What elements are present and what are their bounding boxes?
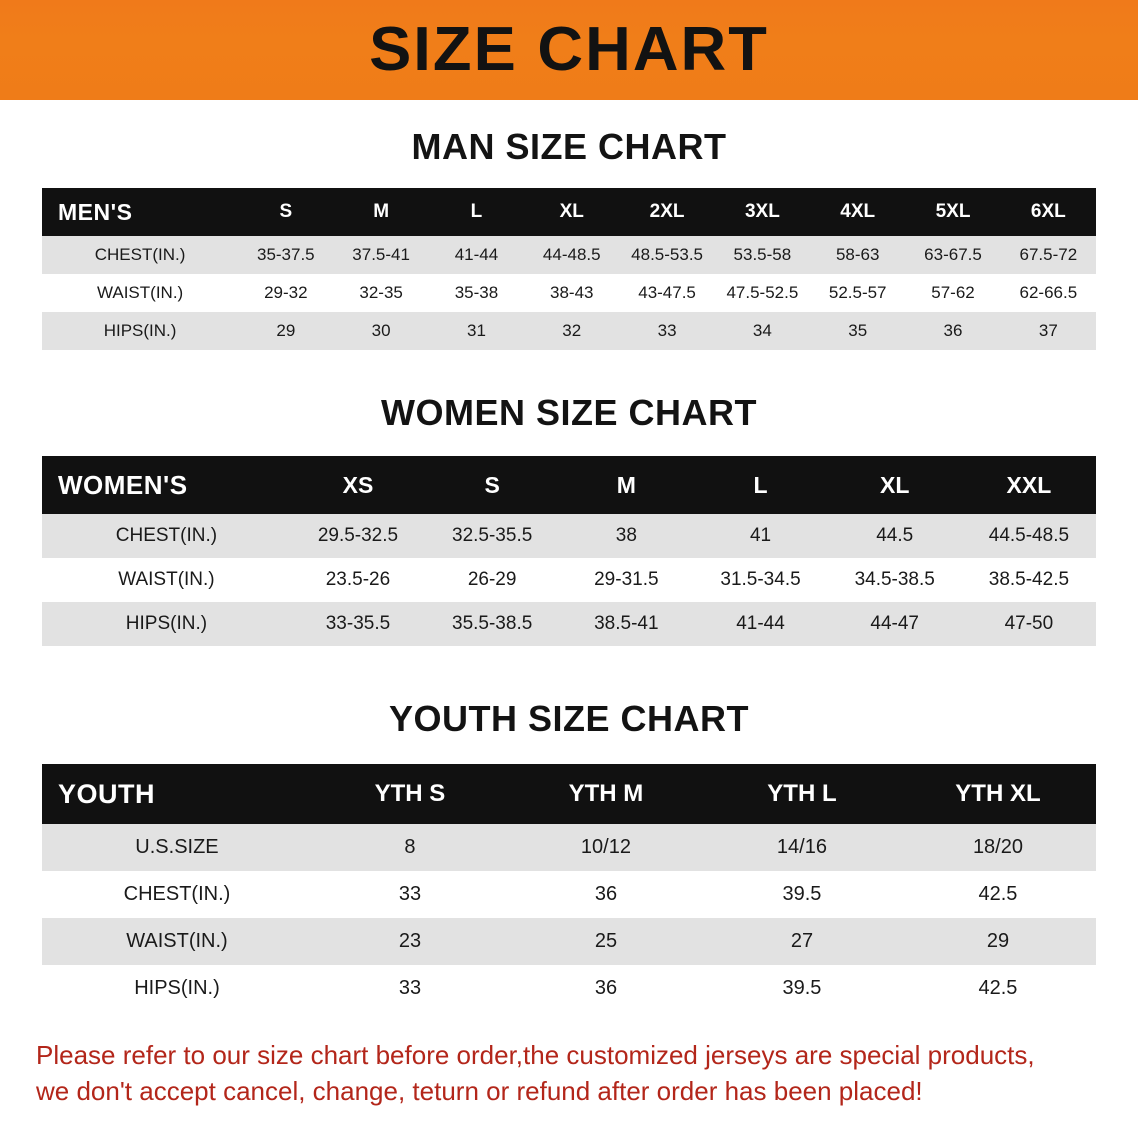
table-cell: 42.5: [900, 965, 1096, 1012]
table-cell: 18/20: [900, 824, 1096, 871]
page-title: SIZE CHART: [369, 15, 769, 84]
table-cell: 35-37.5: [238, 236, 333, 274]
column-header: 3XL: [715, 188, 810, 236]
table-row: [42, 824, 1096, 871]
table-cell: 34.5-38.5: [828, 558, 962, 602]
row-header: CHEST(IN.): [42, 236, 238, 274]
table-cell: 41-44: [429, 236, 524, 274]
table-header-row: [42, 188, 1096, 236]
table-cell: 38.5-41: [559, 602, 693, 646]
table-cell: 33: [312, 871, 508, 918]
table-row: [42, 312, 1096, 350]
table-row: [42, 918, 1096, 965]
column-header: 4XL: [810, 188, 905, 236]
table-cell: 38.5-42.5: [962, 558, 1096, 602]
table-cell: 39.5: [704, 871, 900, 918]
table-cell: 44-47: [828, 602, 962, 646]
table-cell: 35: [810, 312, 905, 350]
table-cell: 35-38: [429, 274, 524, 312]
table-cell: 48.5-53.5: [619, 236, 714, 274]
youth-table-wrap: [42, 764, 1096, 1012]
table-cell: 57-62: [905, 274, 1000, 312]
column-header: XL: [828, 456, 962, 514]
policy-note: [36, 1038, 1102, 1110]
column-header: YTH L: [704, 764, 900, 824]
table-row: [42, 558, 1096, 602]
table-cell: 32.5-35.5: [425, 514, 559, 558]
table-cell: 39.5: [704, 965, 900, 1012]
table-row: [42, 871, 1096, 918]
youth-size-table: [42, 764, 1096, 1012]
column-header: YTH S: [312, 764, 508, 824]
row-header: U.S.SIZE: [42, 824, 312, 871]
table-cell: 43-47.5: [619, 274, 714, 312]
table-row: [42, 514, 1096, 558]
row-header: HIPS(IN.): [42, 965, 312, 1012]
table-cell: 44-48.5: [524, 236, 619, 274]
header-banner: [0, 0, 1138, 100]
table-header-row: [42, 764, 1096, 824]
table-cell: 53.5-58: [715, 236, 810, 274]
table-cell: 8: [312, 824, 508, 871]
table-cell: 30: [333, 312, 428, 350]
table-cell: 25: [508, 918, 704, 965]
column-header: S: [425, 456, 559, 514]
table-cell: 37: [1001, 312, 1096, 350]
table-cell: 33: [312, 965, 508, 1012]
row-header: HIPS(IN.): [42, 312, 238, 350]
table-cell: 27: [704, 918, 900, 965]
row-header: WAIST(IN.): [42, 274, 238, 312]
table-cell: 14/16: [704, 824, 900, 871]
table-cell: 29-32: [238, 274, 333, 312]
women-section-title: WOMEN SIZE CHART: [381, 392, 757, 433]
table-cell: 26-29: [425, 558, 559, 602]
row-header: WAIST(IN.): [42, 558, 291, 602]
table-cell: 33-35.5: [291, 602, 425, 646]
man-size-table: [42, 188, 1096, 350]
column-header: YTH XL: [900, 764, 1096, 824]
column-header: WOMEN'S: [42, 456, 291, 514]
table-cell: 42.5: [900, 871, 1096, 918]
women-table-wrap: [42, 456, 1096, 646]
table-cell: 32-35: [333, 274, 428, 312]
table-cell: 52.5-57: [810, 274, 905, 312]
table-cell: 44.5: [828, 514, 962, 558]
table-cell: 34: [715, 312, 810, 350]
row-header: CHEST(IN.): [42, 871, 312, 918]
column-header: 6XL: [1001, 188, 1096, 236]
table-cell: 29: [238, 312, 333, 350]
women-size-table: [42, 456, 1096, 646]
table-cell: 29.5-32.5: [291, 514, 425, 558]
table-cell: 31: [429, 312, 524, 350]
man-section-title: MAN SIZE CHART: [411, 126, 727, 167]
row-header: CHEST(IN.): [42, 514, 291, 558]
man-table-wrap: [42, 188, 1096, 350]
column-header: XXL: [962, 456, 1096, 514]
table-cell: 41: [693, 514, 827, 558]
table-cell: 29-31.5: [559, 558, 693, 602]
table-cell: 41-44: [693, 602, 827, 646]
table-row: [42, 965, 1096, 1012]
youth-section-title: YOUTH SIZE CHART: [388, 698, 749, 739]
table-cell: 23.5-26: [291, 558, 425, 602]
table-cell: 47-50: [962, 602, 1096, 646]
table-header-row: [42, 456, 1096, 514]
policy-note-line-2: we don't accept cancel, change, teturn or refund after order has been placed!: [36, 1075, 923, 1106]
table-cell: 67.5-72: [1001, 236, 1096, 274]
table-cell: 29: [900, 918, 1096, 965]
table-cell: 36: [508, 871, 704, 918]
table-cell: 47.5-52.5: [715, 274, 810, 312]
table-cell: 23: [312, 918, 508, 965]
table-row: [42, 274, 1096, 312]
column-header: 2XL: [619, 188, 714, 236]
table-cell: 62-66.5: [1001, 274, 1096, 312]
row-header: HIPS(IN.): [42, 602, 291, 646]
column-header: L: [693, 456, 827, 514]
table-cell: 44.5-48.5: [962, 514, 1096, 558]
table-cell: 58-63: [810, 236, 905, 274]
table-cell: 32: [524, 312, 619, 350]
table-cell: 38-43: [524, 274, 619, 312]
table-cell: 31.5-34.5: [693, 558, 827, 602]
table-cell: 36: [508, 965, 704, 1012]
column-header: YTH M: [508, 764, 704, 824]
table-cell: 38: [559, 514, 693, 558]
table-cell: 10/12: [508, 824, 704, 871]
table-cell: 35.5-38.5: [425, 602, 559, 646]
table-cell: 63-67.5: [905, 236, 1000, 274]
column-header: M: [559, 456, 693, 514]
column-header: YOUTH: [42, 764, 312, 824]
row-header: WAIST(IN.): [42, 918, 312, 965]
table-row: [42, 236, 1096, 274]
column-header: MEN'S: [42, 188, 238, 236]
table-row: [42, 602, 1096, 646]
column-header: 5XL: [905, 188, 1000, 236]
table-cell: 36: [905, 312, 1000, 350]
column-header: L: [429, 188, 524, 236]
table-cell: 37.5-41: [333, 236, 428, 274]
column-header: S: [238, 188, 333, 236]
column-header: XL: [524, 188, 619, 236]
column-header: XS: [291, 456, 425, 514]
column-header: M: [333, 188, 428, 236]
policy-note-line-1: Please refer to our size chart before order,the customized jerseys are special products,: [36, 1040, 1035, 1070]
table-cell: 33: [619, 312, 714, 350]
